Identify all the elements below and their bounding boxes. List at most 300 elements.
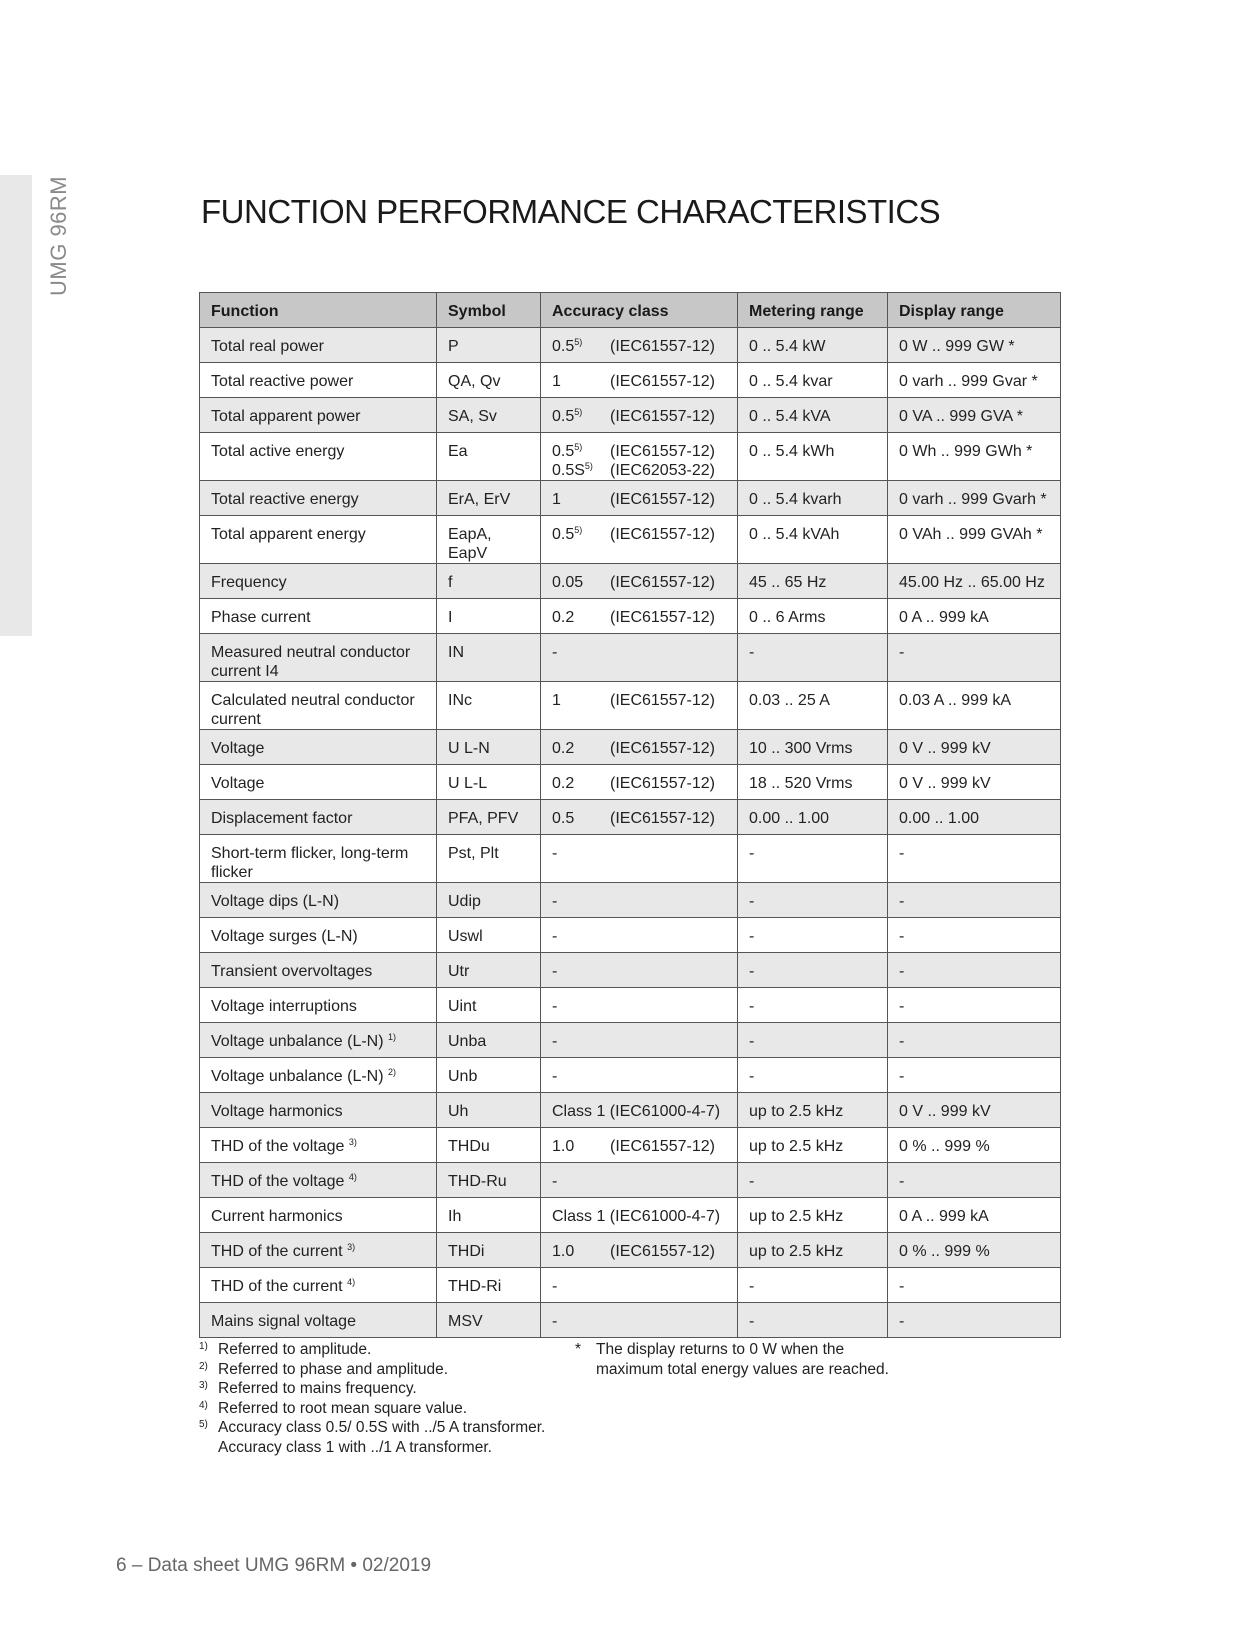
accuracy-class-value: 0.05 (552, 574, 584, 591)
table-row (200, 835, 1061, 883)
accuracy-line (552, 573, 727, 592)
cell-function (200, 730, 437, 765)
accuracy-line (552, 927, 727, 946)
cell-accuracy (541, 883, 738, 918)
cell-symbol: U L-L (437, 765, 541, 800)
page-title: FUNCTION PERFORMANCE CHARACTERISTICS (201, 193, 941, 230)
cell-metering-range: 10 .. 300 Vrms (738, 730, 888, 765)
accuracy-class-value: 0.5 (552, 338, 575, 355)
accuracy-class (552, 1312, 610, 1331)
cell-function (200, 800, 437, 835)
accuracy-line (552, 525, 727, 544)
accuracy-standard: (IEC61557-12) (610, 574, 715, 591)
performance-table (199, 292, 1061, 1338)
cell-function (200, 988, 437, 1023)
cell-function (200, 835, 437, 883)
function-label: Voltage dips (L-N) (211, 893, 340, 910)
accuracy-line (552, 1207, 727, 1226)
function-label: Voltage interruptions (211, 998, 357, 1015)
accuracy-line (552, 608, 727, 627)
accuracy-class-value: Class 1 (IEC61000-4-7) (552, 1208, 721, 1225)
accuracy-standard: (IEC61557-12) (610, 526, 715, 543)
cell-symbol: INc (437, 682, 541, 730)
cell-display-range: - (888, 1163, 1061, 1198)
header-function: Function (200, 293, 437, 328)
table-row (200, 599, 1061, 634)
function-label: Voltage unbalance (L-N) (211, 1033, 384, 1050)
accuracy-line (552, 1242, 727, 1261)
cell-symbol: U L-N (437, 730, 541, 765)
cell-symbol: Ea (437, 433, 541, 481)
table-row (200, 433, 1061, 481)
cell-metering-range: 0 .. 5.4 kW (738, 328, 888, 363)
accuracy-class (552, 407, 610, 426)
accuracy-line (552, 461, 727, 480)
cell-metering-range: up to 2.5 kHz (738, 1198, 888, 1233)
accuracy-line (552, 442, 727, 461)
function-label: Transient overvoltages (211, 963, 373, 980)
table-row (200, 1268, 1061, 1303)
table-row (200, 883, 1061, 918)
accuracy-line (552, 739, 727, 758)
cell-function (200, 765, 437, 800)
function-label: Voltage harmonics (211, 1103, 343, 1120)
accuracy-line (552, 809, 727, 828)
accuracy-standard: (IEC61557-12) (610, 491, 715, 508)
function-label: Mains signal voltage (211, 1313, 356, 1330)
cell-symbol: THDi (437, 1233, 541, 1268)
cell-symbol: Utr (437, 953, 541, 988)
cell-accuracy (541, 1268, 738, 1303)
cell-symbol: I (437, 599, 541, 634)
header-metering-range: Metering range (738, 293, 888, 328)
accuracy-class-value: 0.2 (552, 775, 575, 792)
cell-symbol: Pst, Plt (437, 835, 541, 883)
cell-display-range: - (888, 1268, 1061, 1303)
cell-display-range: 0 % .. 999 % (888, 1128, 1061, 1163)
accuracy-line (552, 337, 727, 356)
accuracy-class-value: 0.5 (552, 408, 575, 425)
cell-accuracy (541, 564, 738, 599)
cell-accuracy (541, 1233, 738, 1268)
cell-function (200, 398, 437, 433)
cell-symbol: SA, Sv (437, 398, 541, 433)
cell-symbol: EapA, EapV (437, 516, 541, 564)
cell-metering-range: - (738, 634, 888, 682)
cell-metering-range: - (738, 1303, 888, 1338)
table-header-row (200, 293, 1061, 328)
footnote-ref: 5) (574, 337, 583, 347)
cell-symbol: PFA, PFV (437, 800, 541, 835)
accuracy-line (552, 691, 727, 710)
footnote-ref: 5) (584, 461, 593, 471)
cell-metering-range: - (738, 988, 888, 1023)
table-body (200, 328, 1061, 1338)
accuracy-class-value: Class 1 (IEC61000-4-7) (552, 1103, 721, 1120)
footnote: 4) Referred to root mean square value. (199, 1399, 467, 1417)
cell-display-range: 0 A .. 999 kA (888, 1198, 1061, 1233)
cell-metering-range: 0 .. 5.4 kVA (738, 398, 888, 433)
function-label: Total reactive power (211, 373, 354, 390)
accuracy-line (552, 1067, 727, 1086)
cell-metering-range: - (738, 918, 888, 953)
table-row (200, 953, 1061, 988)
function-label: THD of the current (211, 1243, 343, 1260)
cell-symbol: ErA, ErV (437, 481, 541, 516)
side-tab (0, 175, 32, 636)
cell-metering-range: - (738, 883, 888, 918)
accuracy-line (552, 962, 727, 981)
cell-function (200, 481, 437, 516)
accuracy-class-value: - (552, 845, 558, 862)
cell-metering-range: up to 2.5 kHz (738, 1093, 888, 1128)
table-row (200, 1128, 1061, 1163)
header-accuracy-class: Accuracy class (541, 293, 738, 328)
cell-accuracy (541, 918, 738, 953)
accuracy-line (552, 844, 727, 863)
cell-display-range: 0 varh .. 999 Gvar * (888, 363, 1061, 398)
accuracy-class (552, 643, 610, 662)
accuracy-class (552, 927, 610, 946)
accuracy-class-value: 0.2 (552, 609, 575, 626)
table-row (200, 765, 1061, 800)
accuracy-standard: (IEC61557-12) (610, 810, 715, 827)
function-label: Phase current (211, 609, 311, 626)
accuracy-class-value: 0.5 (552, 810, 575, 827)
accuracy-standard: (IEC62053-22) (610, 462, 715, 479)
accuracy-class (552, 1277, 610, 1296)
table-row (200, 1163, 1061, 1198)
accuracy-class-value: - (552, 998, 558, 1015)
accuracy-class (552, 1242, 610, 1261)
cell-metering-range: 0 .. 5.4 kvarh (738, 481, 888, 516)
cell-display-range: - (888, 918, 1061, 953)
accuracy-class (552, 1137, 610, 1156)
accuracy-standard: (IEC61557-12) (610, 1243, 715, 1260)
table-row (200, 1093, 1061, 1128)
cell-metering-range: - (738, 835, 888, 883)
table-row (200, 988, 1061, 1023)
star-note-line: The display returns to 0 W when the (596, 1341, 845, 1358)
header-symbol: Symbol (437, 293, 541, 328)
accuracy-class (552, 1032, 610, 1051)
table-row (200, 800, 1061, 835)
cell-symbol: P (437, 328, 541, 363)
cell-accuracy (541, 953, 738, 988)
cell-symbol: QA, Qv (437, 363, 541, 398)
table-row (200, 1233, 1061, 1268)
cell-display-range: 0.00 .. 1.00 (888, 800, 1061, 835)
accuracy-class-value: 0.5 (552, 443, 575, 460)
cell-metering-range: - (738, 1058, 888, 1093)
accuracy-class (552, 1172, 610, 1191)
cell-display-range: - (888, 634, 1061, 682)
cell-display-range: - (888, 988, 1061, 1023)
table-row (200, 1058, 1061, 1093)
accuracy-class-value: - (552, 1033, 558, 1050)
accuracy-class (552, 490, 610, 509)
cell-function (200, 516, 437, 564)
accuracy-class (552, 1102, 720, 1121)
cell-display-range: 0 Wh .. 999 GWh * (888, 433, 1061, 481)
accuracy-standard: (IEC61557-12) (610, 775, 715, 792)
cell-accuracy (541, 730, 738, 765)
footnote-ref: 5) (574, 442, 583, 452)
accuracy-class-value: - (552, 644, 558, 661)
cell-metering-range: 0 .. 5.4 kVAh (738, 516, 888, 564)
cell-symbol: Udip (437, 883, 541, 918)
footnote-ref: 4) (348, 1172, 357, 1182)
cell-metering-range: 45 .. 65 Hz (738, 564, 888, 599)
accuracy-standard: (IEC61557-12) (610, 609, 715, 626)
function-label: Current harmonics (211, 1208, 343, 1225)
cell-metering-range: - (738, 953, 888, 988)
accuracy-line (552, 407, 727, 426)
accuracy-class (552, 774, 610, 793)
cell-display-range: 45.00 Hz .. 65.00 Hz (888, 564, 1061, 599)
accuracy-class (552, 997, 610, 1016)
cell-accuracy (541, 363, 738, 398)
accuracy-line (552, 1032, 727, 1051)
footnote-ref: 4) (347, 1277, 356, 1287)
accuracy-class (552, 844, 610, 863)
cell-accuracy (541, 1023, 738, 1058)
cell-accuracy (541, 516, 738, 564)
cell-accuracy (541, 1058, 738, 1093)
accuracy-class-value: - (552, 893, 558, 910)
cell-metering-range: 0.03 .. 25 A (738, 682, 888, 730)
footnote-continuation: Accuracy class 1 with ../1 A transformer. (218, 1438, 492, 1456)
footnote-ref: 2) (388, 1067, 397, 1077)
cell-function (200, 1023, 437, 1058)
cell-function (200, 682, 437, 730)
cell-accuracy (541, 634, 738, 682)
cell-accuracy (541, 398, 738, 433)
footnote-ref: 5) (574, 525, 583, 535)
cell-function (200, 1268, 437, 1303)
accuracy-standard: (IEC61557-12) (610, 740, 715, 757)
cell-symbol: Ih (437, 1198, 541, 1233)
cell-accuracy (541, 835, 738, 883)
accuracy-class-value: 0.5S (552, 462, 585, 479)
cell-function (200, 1198, 437, 1233)
function-label: THD of the voltage (211, 1173, 345, 1190)
cell-symbol: THD-Ru (437, 1163, 541, 1198)
cell-symbol: THDu (437, 1128, 541, 1163)
cell-function (200, 1163, 437, 1198)
function-label: Total reactive energy (211, 491, 359, 508)
table-row (200, 682, 1061, 730)
function-label: THD of the current (211, 1278, 343, 1295)
function-label: Displacement factor (211, 810, 353, 827)
accuracy-class (552, 608, 610, 627)
table-row (200, 1023, 1061, 1058)
cell-display-range: 0 % .. 999 % (888, 1233, 1061, 1268)
function-label: Total apparent energy (211, 526, 366, 543)
cell-display-range: 0 V .. 999 kV (888, 765, 1061, 800)
cell-display-range: - (888, 953, 1061, 988)
accuracy-class-value: 1 (552, 692, 561, 709)
cell-symbol: Uint (437, 988, 541, 1023)
accuracy-line (552, 490, 727, 509)
accuracy-class (552, 442, 610, 461)
accuracy-standard: (IEC61557-12) (610, 338, 715, 355)
cell-metering-range: 18 .. 520 Vrms (738, 765, 888, 800)
cell-function (200, 1303, 437, 1338)
table-row (200, 564, 1061, 599)
cell-accuracy (541, 1163, 738, 1198)
accuracy-class-value: 1.0 (552, 1138, 575, 1155)
cell-symbol: Uh (437, 1093, 541, 1128)
accuracy-class-value: - (552, 1173, 558, 1190)
cell-display-range: - (888, 883, 1061, 918)
accuracy-class (552, 691, 610, 710)
accuracy-class (552, 1067, 610, 1086)
footnotes (199, 1340, 545, 1458)
accuracy-class (552, 1207, 720, 1226)
table-row (200, 363, 1061, 398)
accuracy-standard: (IEC61557-12) (610, 443, 715, 460)
accuracy-class (552, 461, 610, 480)
accuracy-class-value: - (552, 1278, 558, 1295)
footnote: 5) Accuracy class 0.5/ 0.5S with ../5 A transformer. (199, 1419, 546, 1437)
footnote: 1) Referred to amplitude. (199, 1341, 372, 1358)
cell-symbol: Unba (437, 1023, 541, 1058)
function-label: Voltage (211, 775, 265, 792)
cell-symbol: IN (437, 634, 541, 682)
cell-display-range: - (888, 1303, 1061, 1338)
table-row (200, 481, 1061, 516)
cell-function (200, 328, 437, 363)
cell-accuracy (541, 765, 738, 800)
header-display-range: Display range (888, 293, 1061, 328)
cell-display-range: 0 V .. 999 kV (888, 1093, 1061, 1128)
function-label: Total apparent power (211, 408, 361, 425)
accuracy-class-value: 1 (552, 373, 561, 390)
accuracy-class-value: 1 (552, 491, 561, 508)
accuracy-class-value: - (552, 963, 558, 980)
cell-symbol: MSV (437, 1303, 541, 1338)
accuracy-class (552, 372, 610, 391)
function-label: Voltage unbalance (L-N) (211, 1068, 384, 1085)
cell-metering-range: - (738, 1268, 888, 1303)
accuracy-line (552, 997, 727, 1016)
cell-symbol: Unb (437, 1058, 541, 1093)
accuracy-class (552, 573, 610, 592)
accuracy-class-value: - (552, 1068, 558, 1085)
star-note: * The display returns to 0 W when the maximum total energy values are reached. (575, 1341, 889, 1378)
accuracy-class (552, 739, 610, 758)
cell-display-range: - (888, 835, 1061, 883)
accuracy-class-value: - (552, 928, 558, 945)
accuracy-class-value: 0.2 (552, 740, 575, 757)
cell-function (200, 1233, 437, 1268)
cell-function (200, 918, 437, 953)
cell-function (200, 883, 437, 918)
function-label: Frequency (211, 574, 287, 591)
accuracy-class (552, 892, 610, 911)
cell-accuracy (541, 988, 738, 1023)
accuracy-line (552, 892, 727, 911)
cell-display-range: 0 A .. 999 kA (888, 599, 1061, 634)
cell-metering-range: 0.00 .. 1.00 (738, 800, 888, 835)
cell-metering-range: up to 2.5 kHz (738, 1128, 888, 1163)
accuracy-line (552, 774, 727, 793)
cell-accuracy (541, 1128, 738, 1163)
table-row (200, 516, 1061, 564)
cell-accuracy (541, 1093, 738, 1128)
cell-function (200, 1093, 437, 1128)
accuracy-line (552, 372, 727, 391)
accuracy-class (552, 525, 610, 544)
accuracy-line (552, 1172, 727, 1191)
cell-metering-range: 0 .. 5.4 kvar (738, 363, 888, 398)
cell-accuracy (541, 328, 738, 363)
cell-metering-range: 0 .. 6 Arms (738, 599, 888, 634)
cell-metering-range: 0 .. 5.4 kWh (738, 433, 888, 481)
cell-function (200, 953, 437, 988)
function-label: Voltage (211, 740, 265, 757)
cell-function (200, 1128, 437, 1163)
accuracy-line (552, 1137, 727, 1156)
footnote: 2) Referred to phase and amplitude. (199, 1360, 449, 1378)
cell-metering-range: - (738, 1163, 888, 1198)
accuracy-standard: (IEC61557-12) (610, 373, 715, 390)
table-row (200, 918, 1061, 953)
function-label: Calculated neutral conductor current (211, 692, 415, 728)
function-label: Short-term flicker, long-term flicker (211, 845, 409, 881)
footnote-ref: 3) (347, 1242, 356, 1252)
cell-accuracy (541, 1198, 738, 1233)
cell-function (200, 634, 437, 682)
page-footer: 6 – Data sheet UMG 96RM • 02/2019 (116, 1555, 432, 1576)
accuracy-class (552, 809, 610, 828)
star-note-line: maximum total energy values are reached. (596, 1360, 889, 1378)
accuracy-class-value: - (552, 1313, 558, 1330)
cell-function (200, 1058, 437, 1093)
footnote-ref: 1) (388, 1032, 397, 1042)
table-row (200, 634, 1061, 682)
cell-display-range: 0 V .. 999 kV (888, 730, 1061, 765)
cell-metering-range: - (738, 1023, 888, 1058)
function-label: Total active energy (211, 443, 345, 460)
footnote: 3) Referred to mains frequency. (199, 1380, 417, 1398)
cell-metering-range: up to 2.5 kHz (738, 1233, 888, 1268)
cell-symbol: f (437, 564, 541, 599)
footnote-ref: 5) (574, 407, 583, 417)
cell-function (200, 433, 437, 481)
table-row (200, 398, 1061, 433)
function-label: Voltage surges (L-N) (211, 928, 358, 945)
cell-display-range: 0.03 A .. 999 kA (888, 682, 1061, 730)
accuracy-class-value: 0.5 (552, 526, 575, 543)
accuracy-class (552, 337, 610, 356)
cell-function (200, 599, 437, 634)
accuracy-standard: (IEC61557-12) (610, 408, 715, 425)
table-row (200, 328, 1061, 363)
accuracy-line (552, 1102, 727, 1121)
cell-display-range: 0 VAh .. 999 GVAh * (888, 516, 1061, 564)
cell-function (200, 564, 437, 599)
cell-display-range: - (888, 1058, 1061, 1093)
footnote-ref: 3) (348, 1137, 357, 1147)
cell-accuracy (541, 481, 738, 516)
cell-accuracy (541, 800, 738, 835)
function-label: THD of the voltage (211, 1138, 345, 1155)
table-row (200, 1303, 1061, 1338)
cell-display-range: - (888, 1023, 1061, 1058)
accuracy-class (552, 962, 610, 981)
